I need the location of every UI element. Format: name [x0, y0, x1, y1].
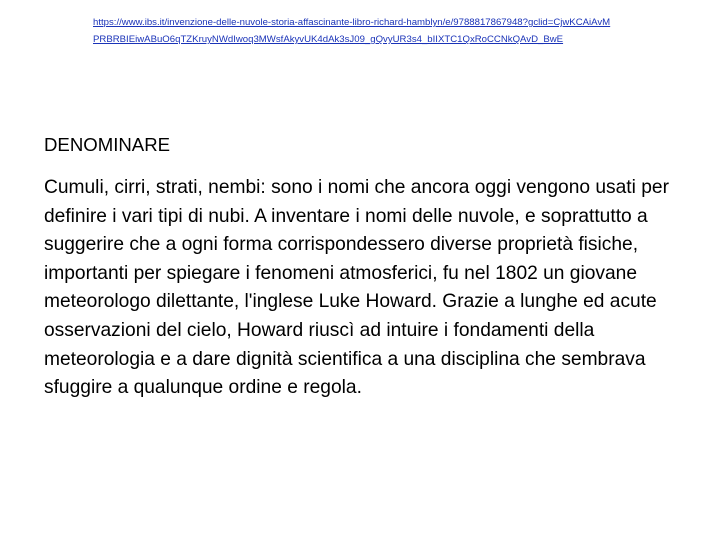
source-link[interactable]: https://www.ibs.it/invenzione-delle-nuvole-storia-affascinante-libro-richard-hamblyn/e/9788817867948?gclid=CjwKCAiAvMPRBRBIEiwABuO6qTZKruyNWdIwoq3MWsfAkyvUK4dAk3sJ09_gQvyUR3s4_bIIXTC1QxRoCCNkQAvD_BwE — [93, 17, 611, 45]
source-link-block — [93, 14, 613, 48]
body-paragraph: Cumuli, cirri, strati, nembi: sono i nomi che ancora oggi vengono usati per definire i vari tipi di nubi. A inventare i nomi delle nuvole, e soprattutto a suggerire che a ogni forma corrispondessero diverse proprietà fisiche, importanti per spiegare i fenomeni atmosferici, fu nel 1802 un giovane meteorologo dilettante, l'inglese Luke Howard. Grazie a lunghe ed acute osservazioni del cielo, Howard riuscì ad intuire i fondamenti della meteorologia e a dare dignità scientifica a una disciplina che sembrava sfuggire a qualunque ordine e regola. — [44, 177, 669, 399]
section-title: DENOMINARE — [44, 134, 171, 155]
content-block — [44, 133, 694, 403]
